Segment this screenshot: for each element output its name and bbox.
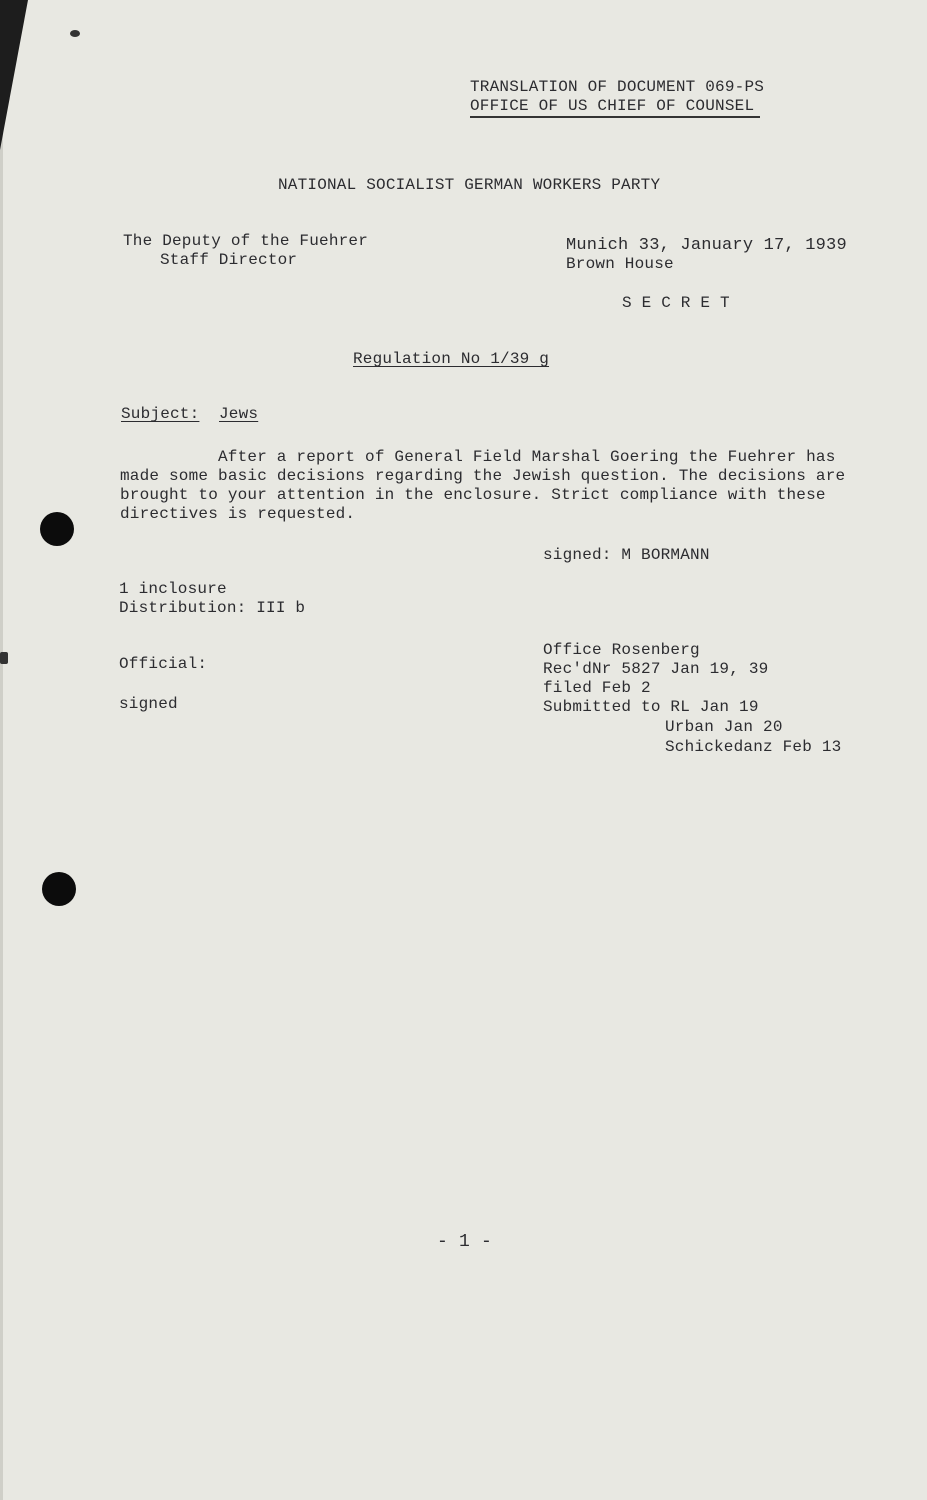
- stamp-office: Office Rosenberg: [543, 641, 700, 659]
- body-line-3: brought to your attention in the enclosure. Strict compliance with these: [120, 486, 826, 504]
- body-line-4: directives is requested.: [120, 505, 356, 523]
- translation-header: [470, 78, 765, 118]
- place-date: Munich 33, January 17, 1939: [566, 236, 847, 255]
- page-number: - 1 -: [437, 1232, 493, 1252]
- header-line-1: TRANSLATION OF DOCUMENT 069-PS: [470, 78, 765, 96]
- official-label: Official:: [119, 655, 208, 673]
- stamp-received: Rec'dNr 5827 Jan 19, 39: [543, 660, 769, 678]
- stamp-submitted: Submitted to RL Jan 19: [543, 698, 759, 716]
- folded-corner: [0, 0, 28, 150]
- subject-label: Subject:: [121, 405, 200, 423]
- page-left-edge: [0, 0, 3, 1500]
- sender-line-1: The Deputy of the Fuehrer: [123, 232, 369, 250]
- enclosure-count: 1 inclosure: [119, 580, 227, 598]
- distribution: Distribution: III b: [119, 599, 306, 617]
- party-title: NATIONAL SOCIALIST GERMAN WORKERS PARTY: [278, 176, 661, 194]
- place-house: Brown House: [566, 255, 674, 273]
- stamp-filed: filed Feb 2: [543, 679, 651, 697]
- sender-line-2: Staff Director: [160, 251, 298, 269]
- secret-classification: S E C R E T: [622, 294, 730, 312]
- punch-hole-top: [40, 512, 74, 546]
- stamp-urban: Urban Jan 20: [665, 718, 783, 736]
- body-line-2: made some basic decisions regarding the Jewish question. The decisions are: [120, 467, 846, 485]
- subject-value: Jews: [219, 405, 259, 423]
- regulation-number: Regulation No 1/39 g: [353, 350, 550, 368]
- header-line-2: OFFICE OF US CHIEF OF COUNSEL: [470, 97, 760, 118]
- punch-hole-bottom: [42, 872, 76, 906]
- signature-bormann: signed: M BORMANN: [543, 546, 710, 564]
- ink-speck: [70, 30, 80, 37]
- official-signed: signed: [119, 695, 178, 713]
- edge-mark: [0, 652, 8, 664]
- body-line-1: After a report of General Field Marshal Goering the Fuehrer has: [218, 448, 836, 466]
- stamp-schickedanz: Schickedanz Feb 13: [665, 738, 842, 756]
